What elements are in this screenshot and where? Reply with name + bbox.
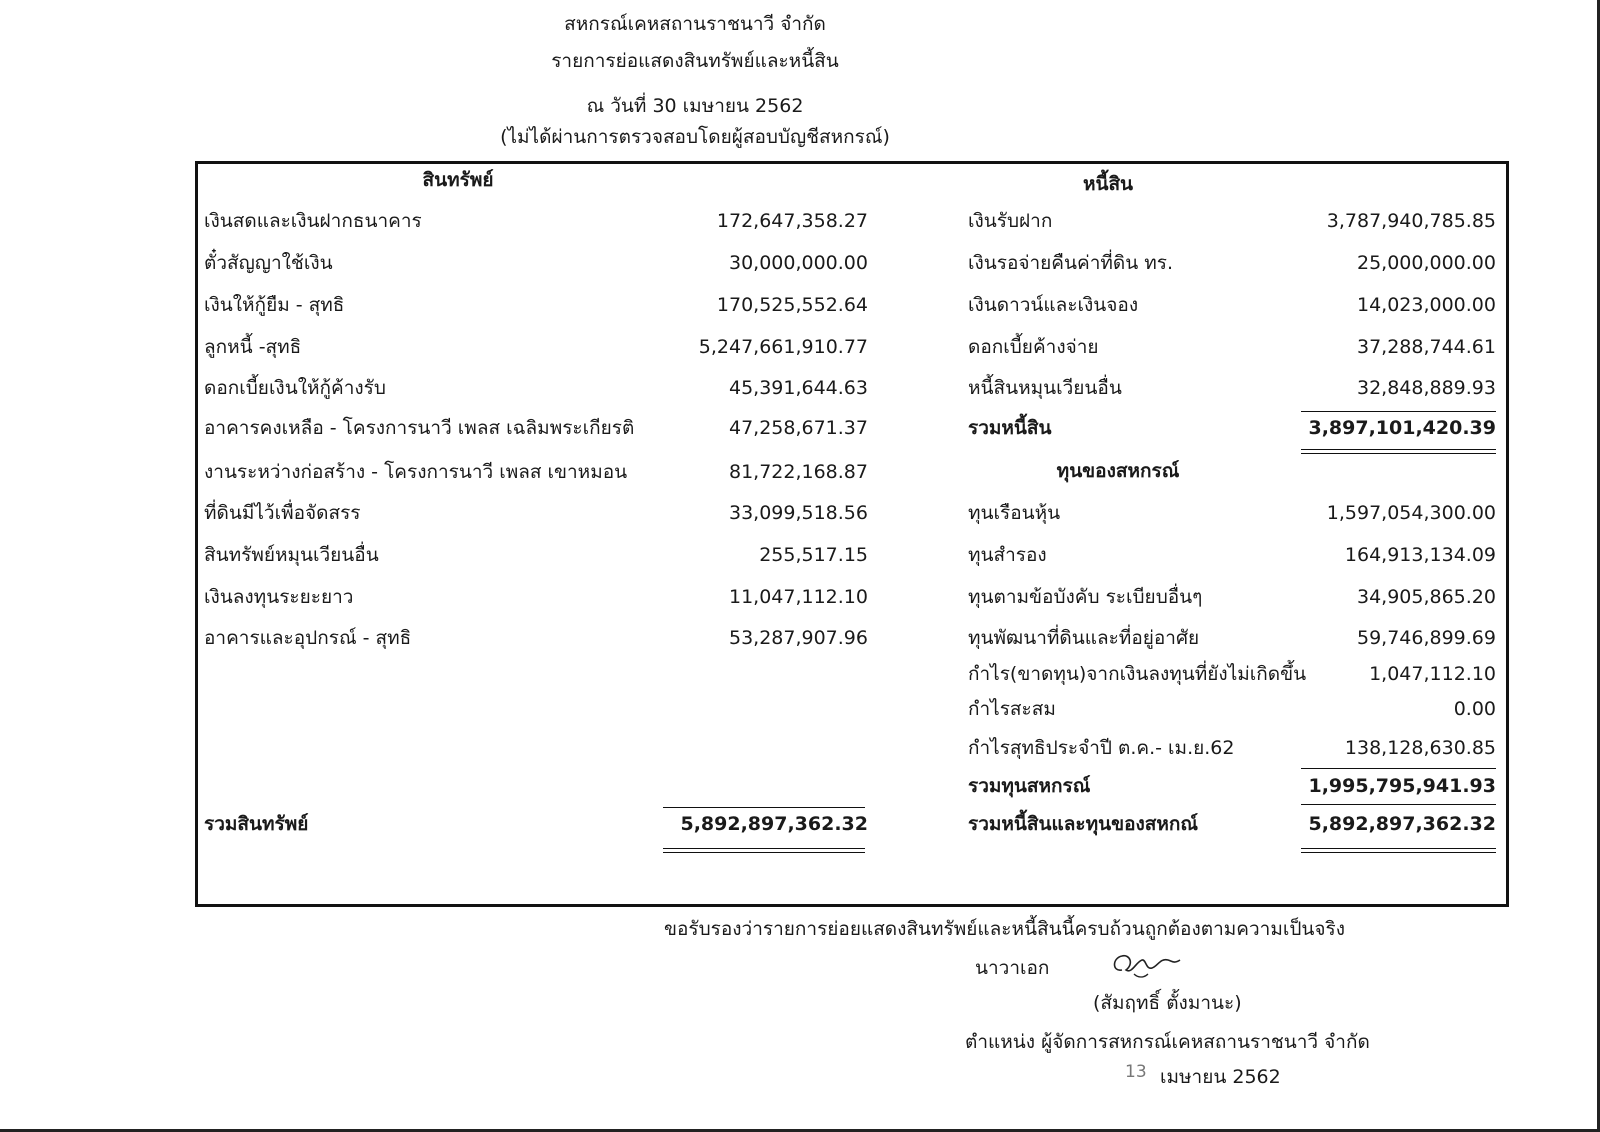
asset-value: 11,047,112.10 (728, 586, 868, 608)
liability-value: 25,000,000.00 (1356, 252, 1496, 274)
liabilities-total-label: รวมหนี้สิน (968, 417, 1052, 439)
assets-total-double-rule (663, 848, 865, 853)
signed-month-year: เมษายน 2562 (1160, 1066, 1281, 1088)
signer-position: ตำแหน่ง ผู้จัดการสหกรณ์เคหสถานราชนาวี จำกัด (965, 1031, 1370, 1053)
liabilities-total-value: 3,897,101,420.39 (1308, 417, 1496, 439)
liability-label: เงินรับฝาก (968, 210, 1053, 232)
asset-value: 255,517.15 (759, 544, 868, 566)
asset-label: งานระหว่างก่อสร้าง - โครงการนาวี เพลส เขาหมอน (204, 461, 628, 483)
asset-value: 33,099,518.56 (728, 502, 868, 524)
liability-value: 32,848,889.93 (1356, 377, 1496, 399)
equity-value: 1,597,054,300.00 (1326, 502, 1496, 524)
asset-value: 172,647,358.27 (716, 210, 868, 232)
asset-value: 30,000,000.00 (728, 252, 868, 274)
assets-total-value: 5,892,897,362.32 (680, 813, 868, 835)
asset-label: อาคารคงเหลือ - โครงการนาวี เพลส เฉลิมพระเกียรติ (204, 417, 635, 439)
asset-label: เงินสดและเงินฝากธนาคาร (204, 210, 422, 232)
equity-label: ทุนเรือนหุ้น (968, 502, 1061, 524)
equity-label: ทุนสำรอง (968, 544, 1047, 566)
equity-heading: ทุนของสหกรณ์ (1056, 460, 1180, 482)
liability-value: 14,023,000.00 (1356, 294, 1496, 316)
equity-total-underline (1301, 804, 1496, 805)
asset-label: อาคารและอุปกรณ์ - สุทธิ (204, 627, 412, 649)
equity-label: กำไรสะสม (968, 698, 1056, 720)
liability-label: เงินดาวน์และเงินจอง (968, 294, 1139, 316)
equity-total-value: 1,995,795,941.93 (1308, 775, 1496, 797)
assets-heading: สินทรัพย์ (422, 169, 494, 191)
signer-rank: นาวาเอก (975, 957, 1050, 979)
equity-label: กำไรสุทธิประจำปี ต.ค.- เม.ย.62 (968, 737, 1235, 759)
assets-total-label: รวมสินทรัพย์ (204, 813, 309, 835)
asset-label: ดอกเบี้ยเงินให้กู้ค้างรับ (204, 377, 386, 399)
equity-value: 138,128,630.85 (1344, 737, 1496, 759)
asset-value: 45,391,644.63 (728, 377, 868, 399)
grand-total-value: 5,892,897,362.32 (1308, 813, 1496, 835)
equity-total-label: รวมทุนสหกรณ์ (968, 775, 1091, 797)
asset-value: 47,258,671.37 (728, 417, 868, 439)
equity-label: กำไร(ขาดทุน)จากเงินลงทุนที่ยังไม่เกิดขึ้น (968, 663, 1307, 685)
grand-total-label: รวมหนี้สินและทุนของสหกณ์ (968, 813, 1199, 835)
balance-sheet-box (195, 161, 1509, 907)
equity-label: ทุนพัฒนาที่ดินและที่อยู่อาศัย (968, 627, 1200, 649)
liability-value: 3,787,940,785.85 (1326, 210, 1496, 232)
asset-value: 170,525,552.64 (716, 294, 868, 316)
asset-label: ตั๋วสัญญาใช้เงิน (204, 252, 333, 274)
signer-name: (สัมฤทธิ์ ตั้งมานะ) (1093, 992, 1242, 1014)
liability-label: หนี้สินหมุนเวียนอื่น (968, 377, 1122, 399)
asset-value: 53,287,907.96 (728, 627, 868, 649)
liabilities-heading: หนี้สิน (1082, 173, 1134, 195)
asset-value: 5,247,661,910.77 (698, 336, 868, 358)
report-title: รายการย่อแสดงสินทรัพย์และหนี้สิน (551, 50, 839, 72)
asset-label: ที่ดินมีไว้เพื่อจัดสรร (204, 502, 361, 524)
audit-note: (ไม่ได้ผ่านการตรวจสอบโดยผู้สอบบัญชีสหกรณ์) (500, 126, 890, 148)
grand-total-double-rule (1301, 848, 1496, 853)
signed-day: 13 (1125, 1062, 1147, 1082)
equity-value: 1,047,112.10 (1369, 663, 1496, 685)
signature-mark (1108, 948, 1184, 982)
asset-value: 81,722,168.87 (728, 461, 868, 483)
liability-label: ดอกเบี้ยค้างจ่าย (968, 336, 1099, 358)
assets-total-rule (663, 807, 865, 808)
org-name: สหกรณ์เคหสถานราชนาวี จำกัด (564, 13, 826, 35)
equity-total-rule (1301, 768, 1496, 769)
liability-label: เงินรอจ่ายคืนค่าที่ดิน ทร. (968, 252, 1174, 274)
certification-text: ขอรับรองว่ารายการย่อยแสดงสินทรัพย์และหนี้สินนี้ครบถ้วนถูกต้องตามความเป็นจริง (664, 918, 1346, 940)
equity-value: 34,905,865.20 (1356, 586, 1496, 608)
asset-label: สินทรัพย์หมุนเวียนอื่น (204, 544, 379, 566)
liabilities-total-rule (1301, 411, 1496, 412)
liabilities-total-double-rule (1301, 449, 1496, 454)
equity-value: 59,746,899.69 (1356, 627, 1496, 649)
asset-label: เงินลงทุนระยะยาว (204, 586, 354, 608)
equity-value: 0.00 (1453, 698, 1496, 720)
equity-value: 164,913,134.09 (1344, 544, 1496, 566)
asset-label: เงินให้กู้ยืม - สุทธิ (204, 294, 345, 316)
report-date: ณ วันที่ 30 เมษายน 2562 (586, 95, 804, 117)
liability-value: 37,288,744.61 (1356, 336, 1496, 358)
equity-label: ทุนตามข้อบังคับ ระเบียบอื่นๆ (968, 586, 1203, 608)
asset-label: ลูกหนี้ -สุทธิ (204, 336, 302, 358)
